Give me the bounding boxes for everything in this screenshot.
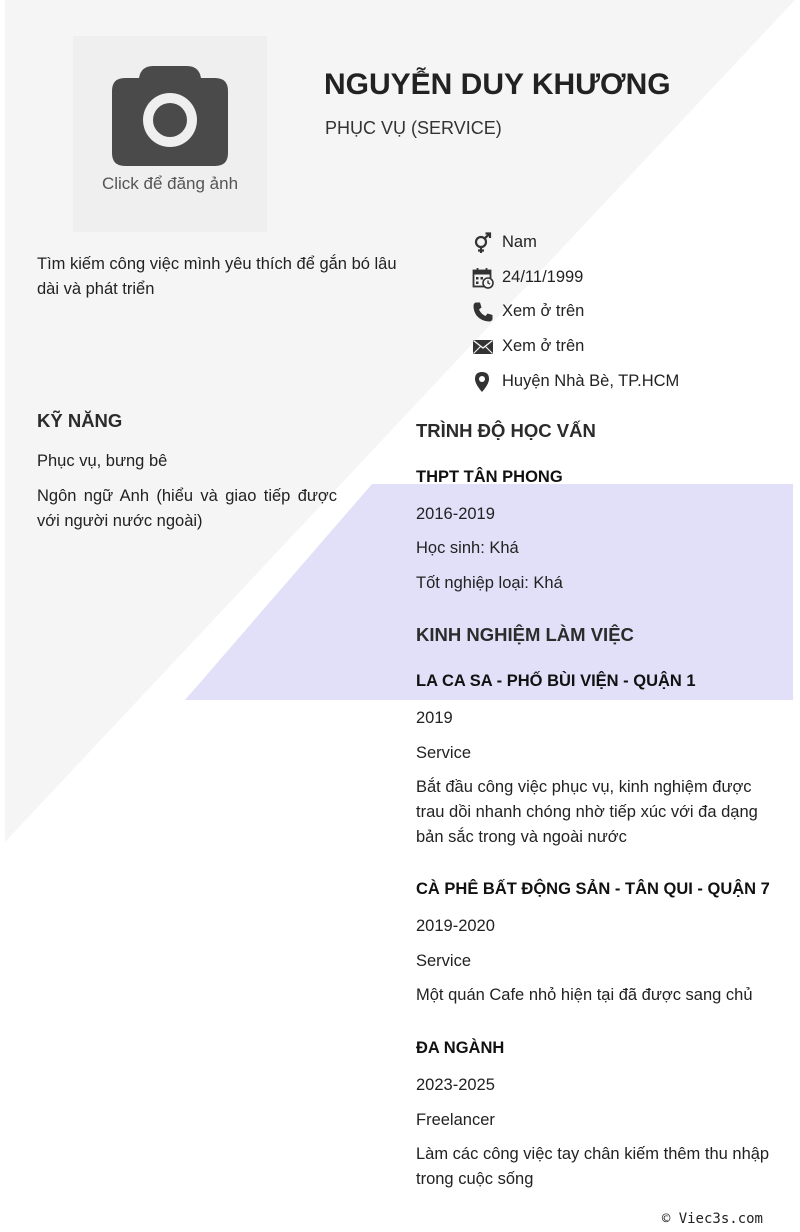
job-role: Service	[416, 744, 472, 762]
job-role: Service	[416, 952, 472, 970]
job-description: Bắt đầu công việc phục vụ, kinh nghiệm được trau dồi nhanh chóng nhờ tiếp xúc với đa dạng bản sắc trong và ngoài nước	[416, 778, 758, 846]
camera-icon	[111, 64, 229, 166]
job-period: 2019-2020	[416, 917, 495, 935]
job-period: 2019	[416, 709, 453, 727]
job-description: Một quán Cafe nhỏ hiện tại đã được sang chủ	[416, 986, 753, 1004]
career-objective: Tìm kiếm công việc mình yêu thích để gắn bó lâu dài và phát triển	[37, 255, 397, 298]
job-role: Freelancer	[416, 1111, 495, 1129]
job-description: Làm các công việc tay chân kiếm thêm thu nhập trong cuộc sống	[416, 1145, 770, 1188]
email-text: Xem ở trên	[502, 337, 585, 355]
calendar-icon	[472, 267, 494, 289]
job-period: 2023-2025	[416, 1076, 495, 1094]
photo-upload[interactable]	[73, 36, 267, 232]
experience-heading: KINH NGHIỆM LÀM VIỆC	[416, 624, 634, 645]
location-pin-icon	[472, 371, 494, 393]
education-period: 2016-2019	[416, 505, 495, 523]
skills-heading: KỸ NĂNG	[37, 410, 123, 431]
education-heading: TRÌNH ĐỘ HỌC VẤN	[416, 420, 596, 441]
job-company: CÀ PHÊ BẤT ĐỘNG SẢN - TÂN QUI - QUẬN 7	[416, 880, 770, 898]
school-name: THPT TÂN PHONG	[416, 468, 563, 486]
job-position: PHỤC VỤ (SERVICE)	[325, 118, 502, 138]
gender-icon	[472, 232, 494, 254]
gender-text: Nam	[502, 233, 537, 251]
education-detail: Học sinh: Khá	[416, 539, 519, 557]
photo-caption: Click để đăng ảnh	[101, 174, 239, 193]
job-company: ĐA NGÀNH	[416, 1039, 505, 1057]
birthday-text: 24/11/1999	[502, 268, 584, 286]
education-detail: Tốt nghiệp loại: Khá	[416, 574, 563, 592]
skill-item: Phục vụ, bưng bê	[37, 452, 168, 470]
phone-text: Xem ở trên	[502, 302, 585, 320]
candidate-name: NGUYỄN DUY KHƯƠNG	[324, 68, 671, 101]
mail-icon	[472, 336, 494, 358]
job-company: LA CA SA - PHỐ BÙI VIỆN - QUẬN 1	[416, 672, 696, 690]
footer-copyright[interactable]: © Viec3s.com	[661, 1211, 763, 1227]
address-text: Huyện Nhà Bè, TP.HCM	[502, 372, 680, 390]
skill-item: Ngôn ngữ Anh (hiểu và giao tiếp được với người nước ngoài)	[37, 487, 337, 530]
phone-icon	[472, 301, 494, 323]
